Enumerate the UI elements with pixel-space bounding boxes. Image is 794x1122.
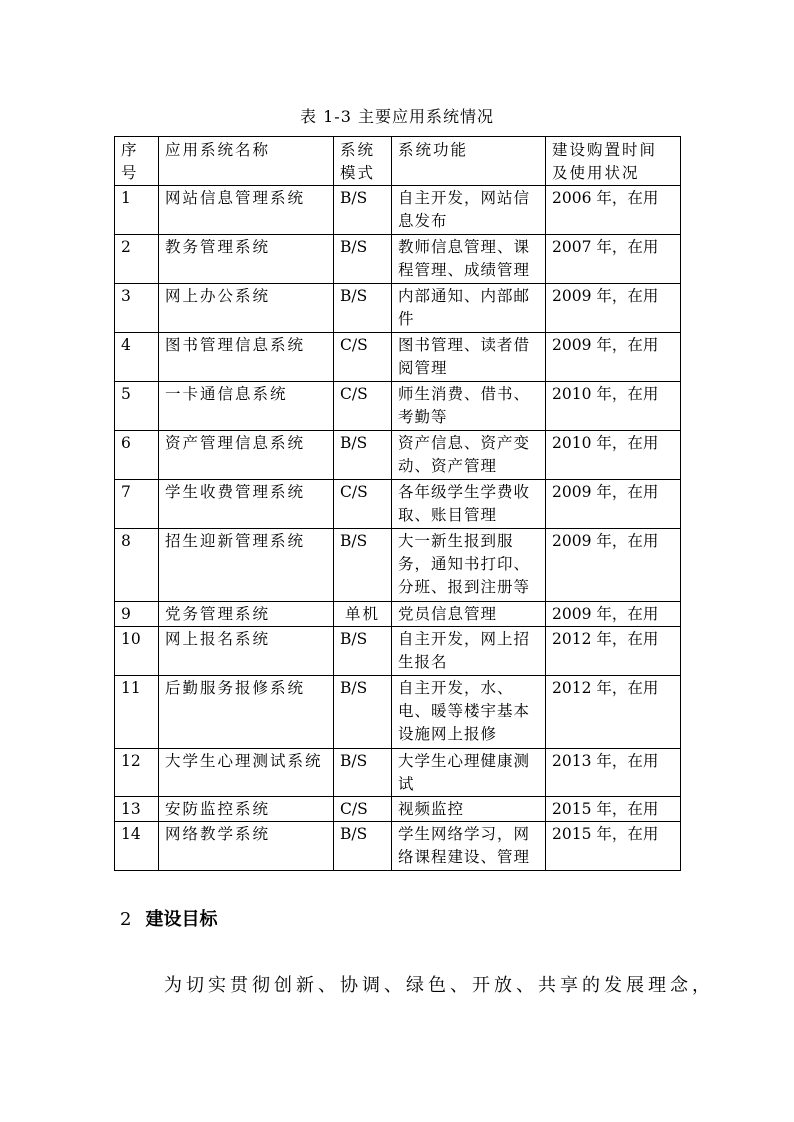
table-row <box>115 749 681 797</box>
cell-mode: B/S <box>334 235 392 284</box>
table-caption: 表 1-3 主要应用系统情况 <box>300 107 494 126</box>
body-paragraph: 为切实贯彻创新、协调、绿色、开放、共享的发展理念， <box>164 975 714 996</box>
cell-time: 2009 年，在用 <box>546 284 681 333</box>
cell-function: 自主开发，网站信息发布 <box>392 186 546 235</box>
cell-time: 2013 年，在用 <box>546 749 681 797</box>
cell-function: 教师信息管理、课程管理、成绩管理 <box>392 235 546 284</box>
section-heading <box>120 905 217 931</box>
cell-name: 安防监控系统 <box>159 797 334 822</box>
cell-mode: B/S <box>334 749 392 797</box>
cell-mode: C/S <box>334 333 392 382</box>
header-function: 系统功能 <box>392 137 546 186</box>
table-row <box>115 676 681 749</box>
cell-time: 2007 年，在用 <box>546 235 681 284</box>
header-time: 建设购置时间及使用状况 <box>546 137 681 186</box>
cell-name: 一卡通信息系统 <box>159 382 334 431</box>
cell-function: 各年级学生学费收取、账目管理 <box>392 480 546 529</box>
cell-no: 11 <box>115 676 159 749</box>
cell-mode: B/S <box>334 822 392 871</box>
table-row <box>115 186 681 235</box>
cell-mode: B/S <box>334 186 392 235</box>
cell-no: 12 <box>115 749 159 797</box>
header-name: 应用系统名称 <box>159 137 334 186</box>
cell-function: 大一新生报到服务，通知书打印、分班、报到注册等 <box>392 529 546 602</box>
header-no: 序号 <box>115 137 159 186</box>
cell-name: 教务管理系统 <box>159 235 334 284</box>
table-row <box>115 627 681 676</box>
table-row <box>115 602 681 627</box>
cell-time: 2012 年，在用 <box>546 676 681 749</box>
cell-time: 2009 年，在用 <box>546 529 681 602</box>
cell-function: 内部通知、内部邮件 <box>392 284 546 333</box>
cell-name: 党务管理系统 <box>159 602 334 627</box>
cell-time: 2010 年，在用 <box>546 382 681 431</box>
cell-time: 2012 年，在用 <box>546 627 681 676</box>
cell-function: 图书管理、读者借阅管理 <box>392 333 546 382</box>
cell-no: 14 <box>115 822 159 871</box>
cell-no: 1 <box>115 186 159 235</box>
cell-name: 网上办公系统 <box>159 284 334 333</box>
cell-name: 网站信息管理系统 <box>159 186 334 235</box>
cell-function: 师生消费、借书、考勤等 <box>392 382 546 431</box>
cell-no: 6 <box>115 431 159 480</box>
cell-function: 自主开发，水、电、暖等楼宇基本设施网上报修 <box>392 676 546 749</box>
cell-name: 学生收费管理系统 <box>159 480 334 529</box>
table-row <box>115 235 681 284</box>
table-row <box>115 284 681 333</box>
cell-name: 网上报名系统 <box>159 627 334 676</box>
cell-function: 学生网络学习，网络课程建设、管理 <box>392 822 546 871</box>
cell-name: 后勤服务报修系统 <box>159 676 334 749</box>
cell-mode: B/S <box>334 529 392 602</box>
cell-time: 2006 年，在用 <box>546 186 681 235</box>
table-row <box>115 529 681 602</box>
cell-time: 2010 年，在用 <box>546 431 681 480</box>
cell-time: 2009 年，在用 <box>546 333 681 382</box>
cell-time: 2015 年，在用 <box>546 797 681 822</box>
cell-no: 8 <box>115 529 159 602</box>
table-row <box>115 333 681 382</box>
cell-no: 13 <box>115 797 159 822</box>
section-title: 建设目标 <box>145 909 218 930</box>
cell-time: 2009 年，在用 <box>546 602 681 627</box>
cell-name: 图书管理信息系统 <box>159 333 334 382</box>
application-systems-table <box>114 136 681 871</box>
cell-function: 资产信息、资产变动、资产管理 <box>392 431 546 480</box>
cell-no: 7 <box>115 480 159 529</box>
table-row <box>115 382 681 431</box>
table-header-row <box>115 137 681 186</box>
table-row <box>115 797 681 822</box>
header-mode: 系统模式 <box>334 137 392 186</box>
cell-mode: C/S <box>334 382 392 431</box>
section-number: 2 <box>120 909 132 930</box>
cell-function: 党员信息管理 <box>392 602 546 627</box>
cell-mode: B/S <box>334 431 392 480</box>
cell-no: 3 <box>115 284 159 333</box>
cell-mode: B/S <box>334 676 392 749</box>
cell-time: 2009 年，在用 <box>546 480 681 529</box>
table-row <box>115 480 681 529</box>
cell-name: 招生迎新管理系统 <box>159 529 334 602</box>
cell-no: 10 <box>115 627 159 676</box>
cell-function: 自主开发，网上招生报名 <box>392 627 546 676</box>
cell-function: 大学生心理健康测试 <box>392 749 546 797</box>
cell-no: 2 <box>115 235 159 284</box>
table-row <box>115 431 681 480</box>
cell-name: 网络教学系统 <box>159 822 334 871</box>
cell-mode: B/S <box>334 627 392 676</box>
cell-mode: C/S <box>334 480 392 529</box>
cell-no: 4 <box>115 333 159 382</box>
cell-no: 9 <box>115 602 159 627</box>
cell-name: 资产管理信息系统 <box>159 431 334 480</box>
cell-function: 视频监控 <box>392 797 546 822</box>
cell-time: 2015 年，在用 <box>546 822 681 871</box>
cell-mode: B/S <box>334 284 392 333</box>
table-row <box>115 822 681 871</box>
cell-no: 5 <box>115 382 159 431</box>
cell-mode: C/S <box>334 797 392 822</box>
cell-name: 大学生心理测试系统 <box>159 749 334 797</box>
cell-mode: 单机 <box>334 602 392 627</box>
